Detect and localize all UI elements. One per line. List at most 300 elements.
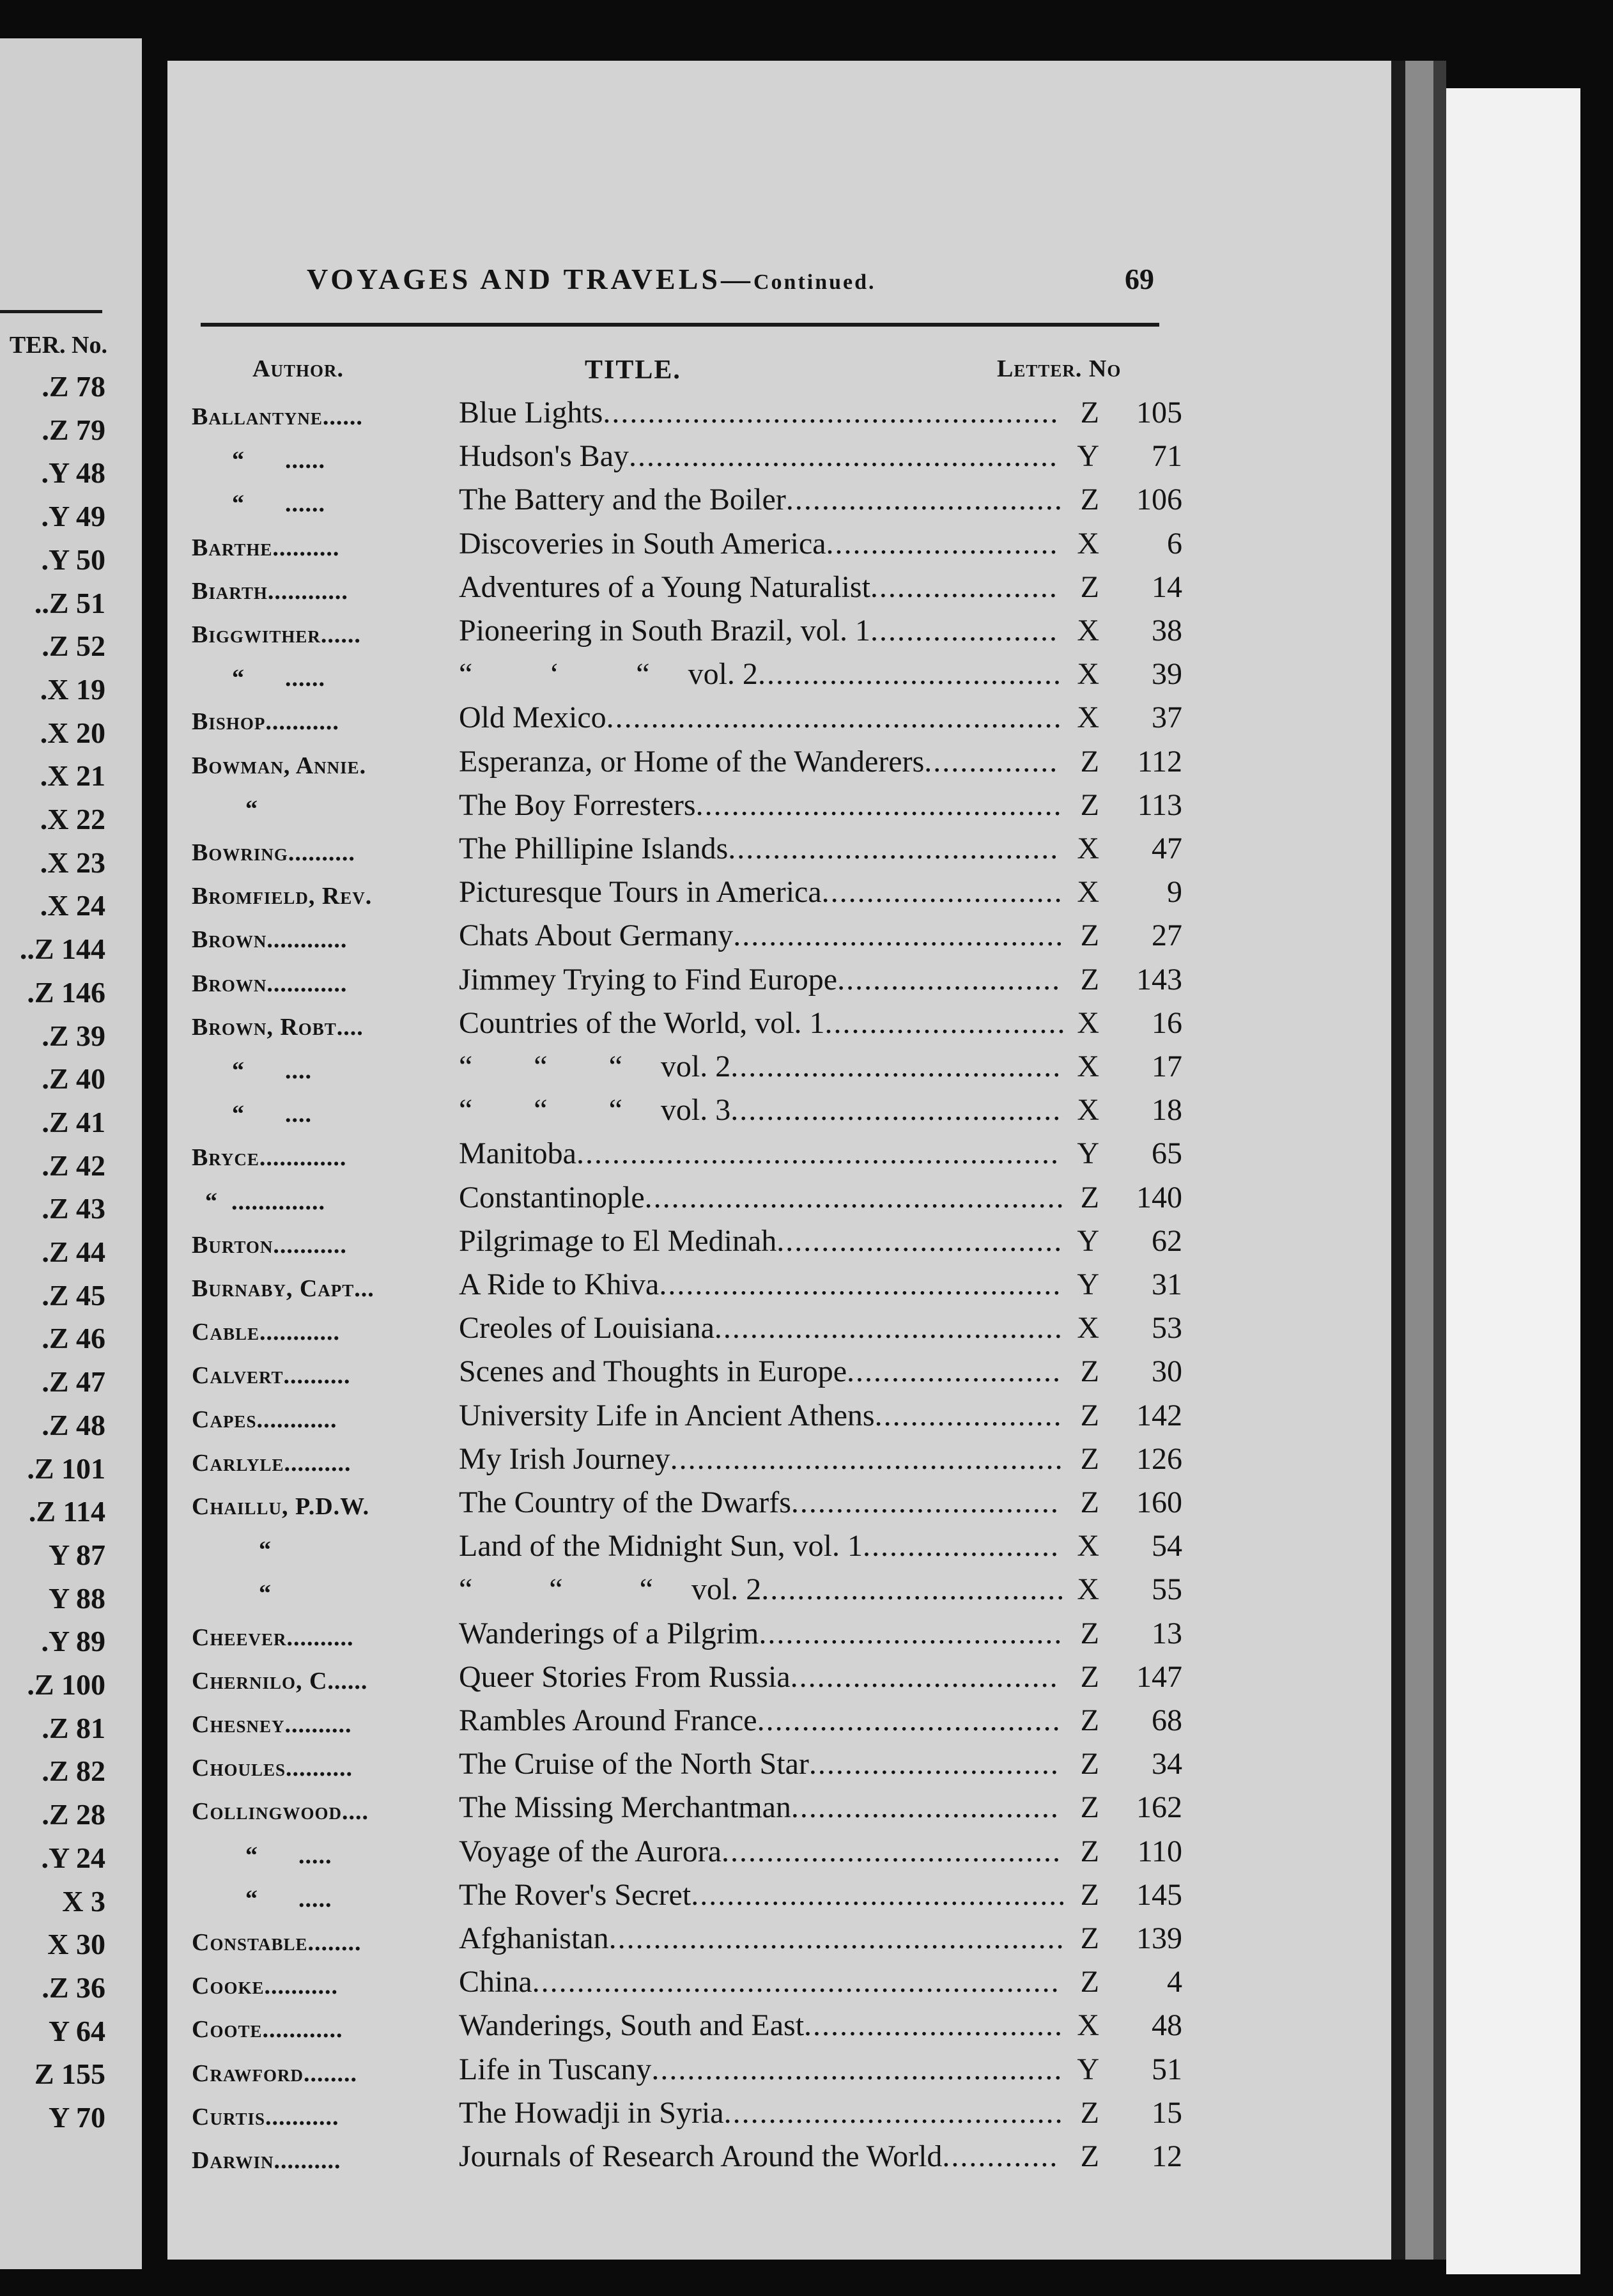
entry-author: Burnaby, Capt... (192, 1275, 374, 1302)
entry-author: “ ..... (192, 1842, 332, 1869)
left-page-column-header: TER. No. (9, 332, 107, 359)
entry-title (459, 653, 1062, 696)
catalog-row (192, 827, 1214, 871)
page-gutter-shadow (1391, 61, 1405, 2260)
entry-number: 126 (1136, 1441, 1182, 1476)
leader-dots: ............................................. (659, 1268, 1062, 1301)
leader-dots: ........................... (824, 1005, 1067, 1040)
leader-dots: .............................. (790, 1659, 1059, 1694)
leader-dots: ...................... (862, 1529, 1060, 1563)
catalog-row (192, 1438, 1214, 1481)
left-page-row: .Z 52 (42, 630, 105, 663)
entry-author: Curtis........... (192, 2103, 339, 2130)
left-page-row: .Z 101 (27, 1452, 105, 1485)
catalog-row (192, 522, 1214, 566)
entry-title-text: Land of the Midnight Sun, vol. 1 (459, 1529, 863, 1563)
catalog-row (192, 1568, 1214, 1611)
entry-author: Crawford........ (192, 2059, 357, 2087)
entry-author: Bowman, Annie. (192, 752, 367, 779)
left-page-row: ..Z 144 (19, 933, 105, 966)
entry-title-text: Discoveries in South America (459, 526, 826, 561)
catalog-row (192, 391, 1214, 435)
entry-letter: X (1077, 875, 1099, 910)
entry-title-text: Adventures of a Young Naturalist (459, 570, 870, 604)
entry-title (459, 2004, 1063, 2047)
entry-number: 4 (1167, 1965, 1182, 1999)
header-rule (201, 323, 1159, 327)
entry-number: 18 (1152, 1093, 1182, 1128)
catalog-row (192, 1656, 1214, 1699)
left-page-row: .Z 42 (42, 1149, 105, 1182)
leader-dots: ...................................... (722, 1834, 1061, 1868)
entry-title (459, 1132, 1060, 1175)
entry-letter: X (1077, 614, 1099, 648)
entry-number: 38 (1152, 614, 1182, 648)
entry-title (459, 478, 1063, 522)
entry-letter: X (1077, 657, 1099, 692)
binding-edge (1433, 61, 1446, 2260)
entry-title-text: “ “ “ vol. 3 (459, 1093, 731, 1128)
left-page-row: .X 24 (40, 889, 105, 922)
left-page-row: Y 88 (48, 1581, 105, 1615)
entry-title (459, 522, 1059, 566)
entry-title (459, 871, 1063, 914)
entry-title-text: Pioneering in South Brazil, vol. 1 (459, 614, 870, 648)
entry-title (459, 1176, 1065, 1220)
entry-letter: X (1077, 1005, 1099, 1040)
entry-title-text: Countries of the World, vol. 1 (459, 1005, 825, 1040)
entry-author: Brown............ (192, 926, 348, 954)
entry-title (459, 1612, 1063, 1656)
entry-title-text: Blue Lights (459, 396, 603, 430)
entry-title-text: The Cruise of the North Star (459, 1747, 809, 1781)
leader-dots: ..................... (870, 614, 1058, 648)
left-page-row: .Z 146 (27, 975, 105, 1009)
entry-number: 48 (1152, 2008, 1182, 2043)
entry-letter: Z (1080, 570, 1099, 604)
entry-letter: Z (1080, 2095, 1099, 2130)
entry-title (459, 958, 1061, 1002)
leader-dots: ............. (942, 2139, 1059, 2173)
entry-number: 162 (1136, 1790, 1182, 1825)
left-page-row: Y 64 (48, 2014, 105, 2047)
entry-letter: Z (1080, 1790, 1099, 1825)
entry-title (459, 1568, 1065, 1611)
catalog-row (192, 1307, 1214, 1350)
left-page-row: .Z 44 (42, 1236, 105, 1268)
left-page-row: .Z 41 (42, 1105, 105, 1138)
entry-number: 160 (1136, 1485, 1182, 1519)
entry-author: “ .... (192, 1101, 312, 1128)
entry-author: Darwin.......... (192, 2147, 341, 2174)
entry-title (459, 2091, 1064, 2135)
entry-number: 12 (1152, 2139, 1182, 2173)
entry-letter: Z (1080, 962, 1099, 997)
left-page-row: .Y 24 (41, 1841, 105, 1874)
entry-letter: Z (1080, 787, 1099, 822)
entry-number: 145 (1136, 1877, 1182, 1912)
entry-author: Capes............ (192, 1406, 337, 1433)
entry-title (459, 1656, 1059, 1699)
entry-letter: Z (1080, 1441, 1099, 1476)
left-page-row: .Z 48 (42, 1408, 105, 1441)
entry-title-text: Esperanza, or Home of the Wanderers (459, 744, 925, 779)
entry-title-text: Life in Tuscany (459, 2052, 652, 2086)
entry-title-text: The Country of the Dwarfs (459, 1485, 791, 1519)
left-page-row: .X 19 (40, 672, 105, 706)
entry-letter: Z (1080, 1965, 1099, 1999)
entry-letter: X (1077, 526, 1099, 561)
entry-title-text: Rambles Around France (459, 1703, 757, 1737)
catalog-row (192, 871, 1214, 914)
left-page-row: .Y 50 (41, 543, 105, 576)
catalog-row (192, 1612, 1214, 1656)
leader-dots: ................................................... (608, 1921, 1065, 1955)
left-page-row: .Z 79 (42, 413, 105, 446)
leader-dots: ..................................... (730, 1050, 1062, 1083)
catalog-row (192, 1917, 1214, 1960)
catalog-row (192, 1699, 1214, 1742)
entry-title (459, 1830, 1061, 1873)
leader-dots: ..................................... (730, 1093, 1062, 1128)
leader-dots: ....................................... (714, 1311, 1063, 1346)
leader-dots: ............................... (785, 483, 1063, 517)
entry-author: Cheever.......... (192, 1624, 354, 1651)
entry-number: 34 (1152, 1747, 1182, 1781)
entry-letter: Z (1080, 744, 1099, 779)
entry-letter: Y (1077, 1223, 1099, 1258)
entry-title (459, 914, 1064, 958)
leader-dots: ................................ (776, 1223, 1063, 1258)
entry-title (459, 1960, 1060, 2004)
page-number: 69 (1125, 263, 1154, 295)
entry-letter: Z (1080, 1485, 1099, 1519)
catalog-row (192, 2135, 1214, 2178)
entry-number: 68 (1152, 1703, 1182, 1737)
entry-letter: Y (1077, 2052, 1099, 2086)
catalog-row (192, 1220, 1214, 1263)
entry-title (459, 1263, 1061, 1307)
book-binding (1405, 61, 1433, 2260)
entry-number: 17 (1152, 1050, 1182, 1083)
entry-title-text: Queer Stories From Russia (459, 1659, 791, 1694)
entry-number: 37 (1152, 701, 1182, 735)
entry-title (459, 696, 1063, 740)
entry-letter: X (1077, 2008, 1099, 2043)
entry-letter: Z (1080, 1834, 1099, 1868)
entry-author: Bowring.......... (192, 839, 355, 866)
left-page-rule (0, 310, 102, 313)
entry-author: Brown, Robt.... (192, 1013, 364, 1041)
entry-letter: Z (1080, 1354, 1099, 1389)
entry-letter: Z (1080, 1921, 1099, 1955)
entry-title-text: Manitoba (459, 1136, 576, 1171)
entry-title-text: Hudson's Bay (459, 439, 629, 474)
catalog-row (192, 435, 1214, 478)
catalog-row (192, 653, 1214, 696)
entry-letter: Z (1080, 1703, 1099, 1737)
entry-letter: Z (1080, 1747, 1099, 1781)
entry-number: 110 (1137, 1834, 1182, 1868)
left-page-row: ..Z 51 (34, 586, 105, 619)
entry-number: 53 (1152, 1311, 1182, 1346)
left-page-row: Z 155 (34, 2058, 105, 2091)
entry-title-text: Afghanistan (459, 1921, 609, 1955)
entry-author: “ ...... (192, 447, 325, 474)
leader-dots: ...................................... (723, 2095, 1064, 2130)
leader-dots: ..................... (870, 570, 1058, 604)
entry-author: Biggwither...... (192, 621, 361, 648)
entry-letter: Z (1080, 2139, 1099, 2173)
left-page-row: .Z 46 (42, 1322, 105, 1355)
entry-author: Burton........... (192, 1231, 347, 1259)
entry-title (459, 1045, 1061, 1089)
entry-number: 143 (1136, 962, 1182, 997)
entry-title (459, 1307, 1063, 1350)
left-page-row: .Y 48 (41, 456, 105, 490)
catalog-row (192, 1394, 1214, 1438)
entry-title (459, 1742, 1060, 1786)
left-page-row: Y 87 (48, 1538, 105, 1571)
leader-dots: .......................... (826, 526, 1059, 561)
entry-title (459, 2048, 1063, 2091)
entry-author: “ (192, 1580, 272, 1608)
entry-letter: Z (1080, 1180, 1099, 1214)
entry-letter: X (1077, 1529, 1099, 1563)
catalog-row (192, 1350, 1214, 1393)
leader-dots: ......................................... (695, 787, 1063, 822)
entry-number: 14 (1152, 570, 1182, 604)
entry-title (459, 1917, 1065, 1960)
catalog-row (192, 1263, 1214, 1307)
left-page-row: .Z 82 (42, 1755, 105, 1788)
leader-dots: .................................. (759, 1616, 1063, 1650)
left-page-row: X 3 (62, 1884, 105, 1918)
leader-dots: .................................. (761, 1572, 1066, 1607)
leader-dots: ............................ (808, 1747, 1060, 1781)
entry-author: Chernilo, C...... (192, 1667, 368, 1695)
entry-author: “ ..... (192, 1885, 332, 1912)
catalog-row (192, 914, 1214, 958)
entry-title (459, 1394, 1063, 1438)
left-page-row: .Z 36 (42, 1971, 105, 2004)
entry-letter: X (1077, 1572, 1099, 1607)
entry-title-text: The Battery and the Boiler (459, 483, 786, 517)
entry-title (459, 1873, 1067, 1917)
leader-dots: ............................................... (644, 1180, 1065, 1214)
entry-number: 54 (1152, 1529, 1182, 1563)
entry-title-text: The Boy Forresters (459, 787, 696, 822)
entry-number: 15 (1152, 2095, 1182, 2130)
entry-title-text: “ “ “ vol. 2 (459, 1572, 762, 1607)
leader-dots: ........................ (847, 1354, 1062, 1389)
entry-author: “ ...... (192, 665, 325, 692)
entry-number: 30 (1152, 1354, 1182, 1389)
entry-title (459, 1002, 1067, 1045)
entry-author: Ballantyne...... (192, 403, 363, 430)
leader-dots: ................................................... (606, 701, 1063, 735)
entry-author: Carlyle.......... (192, 1449, 351, 1477)
entry-letter: Z (1080, 919, 1099, 953)
entry-title-text: China (459, 1965, 532, 1999)
entry-author: Cable............ (192, 1319, 340, 1346)
entry-letter: Z (1080, 1877, 1099, 1912)
left-page-row: .X 23 (40, 846, 105, 879)
catalog-row (192, 1002, 1214, 1045)
entry-author: “ ...... (192, 490, 325, 518)
leader-dots: ............................................ (670, 1441, 1064, 1476)
entry-number: 113 (1137, 787, 1182, 822)
entry-number: 105 (1136, 396, 1182, 430)
entry-author: Collingwood.... (192, 1798, 369, 1826)
catalog-row (192, 1089, 1214, 1132)
entry-letter: X (1077, 1093, 1099, 1128)
left-page-row: .Z 45 (42, 1278, 105, 1312)
entry-title (459, 609, 1058, 653)
entry-title-text: Scenes and Thoughts in Europe (459, 1354, 847, 1389)
catalog-row (192, 1960, 1214, 2004)
entry-title-text: Wanderings of a Pilgrim (459, 1616, 759, 1650)
entry-title (459, 740, 1058, 784)
entry-title-text: Journals of Research Around the World (459, 2139, 943, 2173)
entry-title (459, 1438, 1064, 1481)
entry-title (459, 1786, 1060, 1829)
catalog-row (192, 1176, 1214, 1220)
catalog-row (192, 958, 1214, 1002)
entry-author: “ (192, 1537, 272, 1564)
column-header-title: TITLE. (585, 355, 681, 385)
catalog-row (192, 478, 1214, 522)
catalog-row (192, 1132, 1214, 1175)
catalog-row (192, 1830, 1214, 1873)
entry-letter: Y (1077, 1268, 1099, 1301)
entry-title (459, 2135, 1058, 2178)
entry-letter: Z (1080, 1659, 1099, 1694)
entry-number: 106 (1136, 483, 1182, 517)
entry-letter: Z (1080, 483, 1099, 517)
catalog-row (192, 2091, 1214, 2135)
entry-title-text: “ “ “ vol. 2 (459, 1050, 731, 1083)
entry-number: 142 (1136, 1398, 1182, 1432)
entry-author: Chesney.......... (192, 1711, 352, 1738)
leader-dots: ................................................ (629, 439, 1058, 474)
entry-author: Chaillu, P.D.W. (192, 1493, 370, 1520)
entry-letter: X (1077, 1050, 1099, 1083)
entry-title-text: The Phillipine Islands (459, 832, 729, 865)
left-page-row: .Z 114 (28, 1495, 105, 1528)
leader-dots: .............................................. (651, 2052, 1063, 2086)
entry-letter: X (1077, 701, 1099, 735)
entry-author: Brown............ (192, 970, 348, 997)
leader-dots: ..................... (874, 1398, 1063, 1432)
entry-author: Cooke........... (192, 1973, 338, 2000)
catalog-row (192, 1045, 1214, 1089)
catalog-row (192, 1524, 1214, 1568)
left-page-row: Y 70 (48, 2101, 105, 2134)
entry-number: 9 (1167, 875, 1182, 910)
entry-title (459, 1350, 1061, 1393)
left-page-row: .Y 89 (41, 1625, 105, 1658)
leader-dots: ...................................................... (576, 1136, 1060, 1171)
entry-number: 39 (1152, 657, 1182, 692)
left-page-row: .X 21 (40, 759, 105, 793)
entry-letter: Z (1080, 1398, 1099, 1432)
left-page-row: .Z 39 (42, 1019, 105, 1052)
entry-title-text: My Irish Journey (459, 1441, 670, 1476)
leader-dots: ..................................... (733, 919, 1065, 953)
entry-number: 55 (1152, 1572, 1182, 1607)
entry-title-text: Voyage of the Aurora (459, 1834, 722, 1868)
entry-title (459, 1481, 1060, 1524)
entry-number: 112 (1137, 744, 1182, 779)
left-page-row: .Z 81 (42, 1711, 105, 1744)
catalog-row (192, 1786, 1214, 1829)
entry-title-text: The Howadji in Syria (459, 2095, 724, 2130)
catalog-row (192, 1873, 1214, 1917)
leader-dots: .................................. (757, 657, 1062, 692)
catalog-row (192, 1481, 1214, 1524)
left-page-row: .X 20 (40, 716, 105, 749)
entry-number: 65 (1152, 1136, 1182, 1171)
catalog-row (192, 2048, 1214, 2091)
entry-title-text: Old Mexico (459, 701, 606, 735)
entry-author: Constable........ (192, 1929, 362, 1956)
entry-number: 51 (1152, 2052, 1182, 2086)
entry-author: Calvert.......... (192, 1362, 351, 1390)
left-page-row: .X 22 (40, 803, 105, 835)
entry-title-text: Creoles of Louisiana (459, 1311, 714, 1346)
next-page-edge (1446, 88, 1580, 2274)
entry-number: 6 (1167, 526, 1182, 561)
catalog-row (192, 696, 1214, 740)
entry-author: Bromfield, Rev. (192, 883, 373, 910)
entry-author: Bishop........... (192, 708, 339, 736)
entry-number: 71 (1152, 439, 1182, 474)
catalog-row (192, 609, 1214, 653)
entry-title (459, 566, 1058, 609)
entry-title-text: University Life in Ancient Athens (459, 1398, 875, 1432)
entry-author: Barthe.......... (192, 534, 340, 561)
entry-author: Biarth............ (192, 577, 348, 605)
leader-dots: ........................... (821, 875, 1063, 910)
leader-dots: .............................. (791, 1790, 1060, 1825)
entry-title-text: Constantinople (459, 1180, 645, 1214)
previous-page (0, 38, 142, 2269)
entry-title (459, 391, 1059, 435)
left-page-row: .Z 47 (42, 1365, 105, 1399)
catalog-row (192, 1742, 1214, 1786)
entry-title (459, 827, 1059, 871)
leader-dots: ........................................................... (532, 1965, 1060, 1999)
entry-number: 16 (1152, 1005, 1182, 1040)
leader-dots: ................................................... (603, 396, 1060, 430)
entry-title-text: The Rover's Secret (459, 1877, 691, 1912)
entry-number: 139 (1136, 1921, 1182, 1955)
column-header-letter-no: Letter. No (997, 355, 1122, 382)
entry-title (459, 1089, 1061, 1132)
entry-number: 47 (1152, 832, 1182, 865)
entry-author: “ (192, 795, 258, 823)
entry-number: 62 (1152, 1223, 1182, 1258)
entry-title-text: Chats About Germany (459, 919, 734, 953)
left-page-row: X 30 (47, 1928, 105, 1961)
entry-letter: Z (1080, 1616, 1099, 1650)
entry-author: “ .... (192, 1057, 312, 1084)
left-page-row: .Z 78 (42, 370, 105, 403)
leader-dots: .............................. (791, 1485, 1060, 1519)
entry-title (459, 435, 1058, 478)
running-head-title: VOYAGES AND TRAVELS— (307, 263, 753, 295)
